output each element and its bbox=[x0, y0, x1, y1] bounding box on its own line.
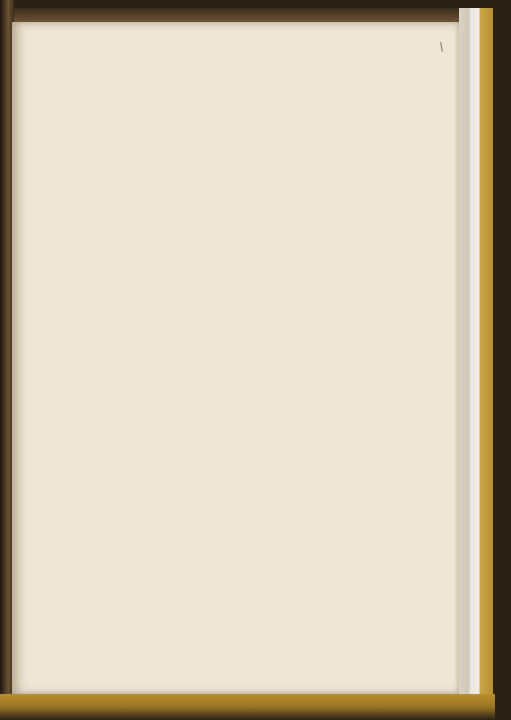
book-cover-right-edge bbox=[459, 8, 493, 694]
book-cover-top-edge bbox=[12, 8, 459, 22]
book-cover-bottom-edge bbox=[0, 694, 495, 720]
typewritten-text bbox=[34, 102, 449, 126]
